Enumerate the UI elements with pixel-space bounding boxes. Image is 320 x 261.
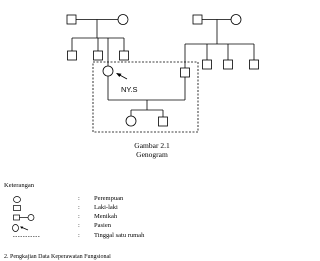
legend-item-female: : Perempuan bbox=[0, 195, 262, 205]
left-sibling-male-3 bbox=[120, 51, 129, 60]
patient-arrowhead bbox=[116, 73, 122, 77]
legend-label-male: Laki-laki bbox=[94, 204, 118, 211]
child-male-symbol bbox=[159, 117, 168, 126]
legend-label-married: Menikah bbox=[94, 213, 118, 220]
legend-item-patient: : Pasien bbox=[0, 222, 262, 232]
right-grandmother-female-symbol bbox=[231, 15, 241, 25]
right-sibling-male-1 bbox=[203, 60, 212, 69]
left-grandfather-male-symbol bbox=[67, 15, 76, 24]
legend-title: Keterangan bbox=[4, 182, 34, 189]
right-sibling-male-2 bbox=[224, 60, 233, 69]
legend-label-female: Perempuan bbox=[94, 195, 124, 202]
figure-caption-number: Gambar 2.1 bbox=[134, 141, 170, 150]
left-grandmother-female-symbol bbox=[118, 15, 128, 25]
legend-item-same-house: : Tinggal satu rumah bbox=[0, 232, 262, 242]
left-sibling-male-2 bbox=[94, 51, 103, 60]
right-sibling-male-3 bbox=[250, 60, 259, 69]
legend-item-married: : Menikah bbox=[0, 213, 262, 223]
patient-female-symbol bbox=[103, 66, 113, 76]
right-grandfather-male-symbol bbox=[193, 15, 202, 24]
patient-label: NY.S bbox=[121, 85, 138, 94]
husband-male-symbol bbox=[181, 68, 190, 77]
legend-label-same-house: Tinggal satu rumah bbox=[94, 232, 145, 239]
child-female-symbol bbox=[126, 116, 136, 126]
dashed-line-icon bbox=[10, 232, 50, 242]
left-sibling-male-1 bbox=[68, 51, 77, 60]
legend-item-male: : Laki-laki bbox=[0, 204, 262, 214]
figure-caption-title: Genogram bbox=[136, 150, 168, 159]
legend-label-patient: Pasien bbox=[94, 222, 111, 229]
section-heading-partial: 2. Pengkajian Data Keperawatan Fungsional bbox=[4, 254, 111, 260]
